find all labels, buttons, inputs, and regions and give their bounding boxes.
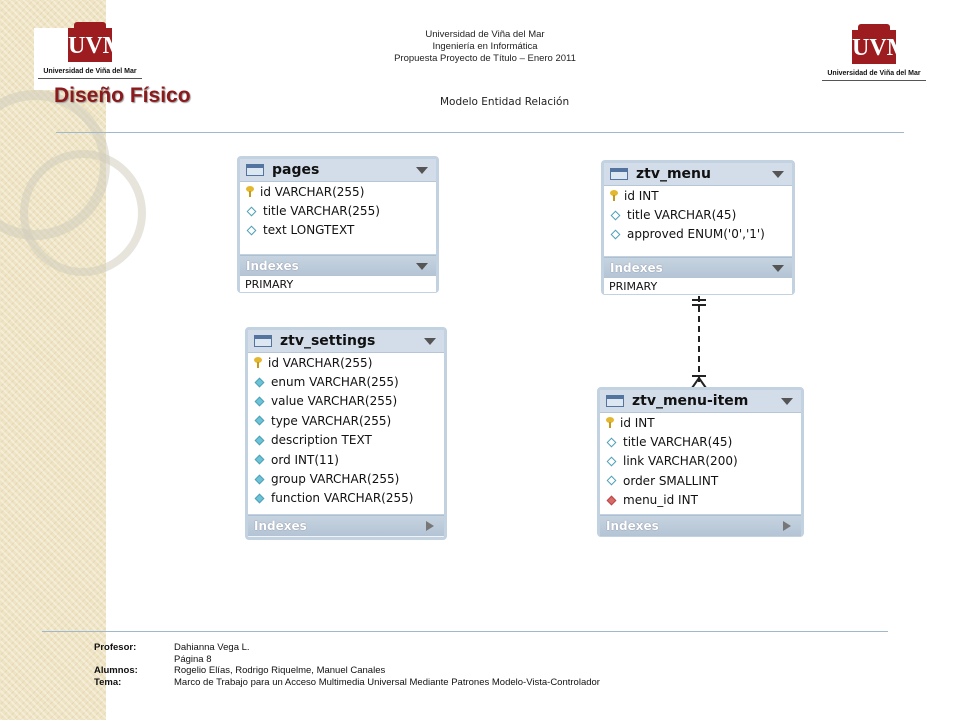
key-icon [606,417,614,428]
column-row [604,225,792,244]
logo-underline [822,80,926,81]
column-icon [607,457,617,467]
column-row [600,432,801,451]
column-row [248,489,444,508]
tema-value: Marco de Trabajo para un Acceso Multimedia Universal Mediante Patrones Modelo-Vista-Controlador [174,676,600,688]
indexes-bar[interactable] [600,515,801,536]
table-name: ztv_menu-item [632,393,749,409]
indexes-bar[interactable] [248,515,444,536]
indexes-label: Indexes [610,261,663,276]
logo-university-name: Universidad de Viña del Mar [43,68,137,75]
table-icon [254,335,272,347]
logo-university-name: Universidad de Viña del Mar [827,70,921,77]
column-text: group VARCHAR(255) [271,472,400,487]
uvm-logo-right [818,30,930,92]
page-subtitle: Modelo Entidad Relación [440,96,570,108]
foreign-key-icon [607,495,617,505]
column-text: title VARCHAR(45) [627,208,737,223]
header-project: Propuesta Proyecto de Título – Enero 2011 [394,53,576,64]
alumnos-value: Rogelio Elías, Rodrigo Riquelme, Manuel Canales [174,665,386,676]
footer-row [94,654,600,666]
column-text: title VARCHAR(255) [263,204,380,219]
relationship-connector [680,294,720,390]
uvm-logo-left [34,28,146,90]
collapse-arrow-icon[interactable] [772,265,784,272]
column-row [248,431,444,450]
column-row [600,471,801,490]
column-text: type VARCHAR(255) [271,413,392,428]
indexes-bar[interactable] [240,255,436,276]
column-list [248,353,444,515]
column-list [240,182,436,255]
profesor-label: Profesor: [94,642,137,653]
column-filled-icon [255,455,265,465]
column-filled-icon [255,397,265,407]
collapse-arrow-icon[interactable] [416,263,428,270]
footer [94,642,600,688]
column-list [604,186,792,257]
page-number: Página 8 [174,653,212,665]
table-ztv-menu[interactable] [601,160,795,295]
column-filled-icon [255,435,265,445]
footer-row [94,642,600,654]
column-icon [247,206,257,216]
table-icon [606,395,624,407]
alumnos-label: Alumnos: [94,665,138,676]
table-header[interactable] [604,163,792,186]
indexes-bar[interactable] [604,257,792,278]
column-filled-icon [255,493,265,503]
collapse-arrow-icon[interactable] [424,338,436,345]
column-icon [607,437,617,447]
column-text: enum VARCHAR(255) [271,375,399,390]
column-row [248,450,444,469]
logo-letters: UVM [68,33,126,59]
column-filled-icon [255,416,265,426]
column-text: function VARCHAR(255) [271,491,414,506]
collapse-arrow-icon[interactable] [781,398,793,405]
indexes-label: Indexes [246,259,299,274]
column-row [600,491,801,510]
decorative-swirl [20,150,146,276]
header-career: Ingeniería en Informática [432,41,538,52]
column-text: id VARCHAR(255) [268,355,373,370]
column-row [600,413,801,432]
table-ztv-settings[interactable] [245,327,447,540]
column-row [248,372,444,391]
logo-letters: UVM [852,35,910,61]
column-row [248,411,444,430]
column-text: ord INT(11) [271,452,339,467]
column-text: id INT [620,415,655,430]
column-icon [611,210,621,220]
key-icon [246,186,254,197]
header-university: Universidad de Viña del Mar [425,29,545,40]
key-icon [610,190,618,201]
table-icon [610,168,628,180]
column-text: title VARCHAR(45) [623,435,733,450]
column-row [600,452,801,471]
column-text: order SMALLINT [623,473,719,488]
column-filled-icon [255,474,265,484]
table-name: ztv_menu [636,166,711,182]
collapse-arrow-icon[interactable] [772,171,784,178]
column-text: approved ENUM('0','1') [627,227,765,242]
column-icon [607,476,617,486]
table-name: pages [272,162,320,178]
table-header[interactable] [600,390,801,413]
top-divider [56,132,904,133]
indexes-label: Indexes [254,519,307,534]
column-row [248,469,444,488]
table-header[interactable] [248,330,444,353]
expand-arrow-icon[interactable] [426,521,434,531]
column-row [604,205,792,224]
column-list [600,413,801,515]
column-text: description TEXT [271,433,372,448]
table-header[interactable] [240,159,436,182]
bottom-divider [42,631,888,632]
indexes-label: Indexes [606,518,659,533]
column-text: link VARCHAR(200) [623,454,738,469]
column-text: value VARCHAR(255) [271,394,398,409]
tema-label: Tema: [94,676,122,688]
column-text: id VARCHAR(255) [260,184,365,199]
footer-row [94,665,600,677]
profesor-value: Dahianna Vega L. [174,642,250,653]
column-row [248,353,444,372]
column-filled-icon [255,377,265,387]
table-name: ztv_settings [280,333,376,349]
collapse-arrow-icon[interactable] [416,167,428,174]
index-item: PRIMARY [240,276,436,292]
expand-arrow-icon[interactable] [783,521,791,531]
table-pages[interactable] [237,156,439,293]
column-icon [611,230,621,240]
column-text: id INT [624,188,659,203]
footer-row [94,677,600,689]
column-row [240,221,436,240]
table-ztv-menu-item[interactable] [597,387,804,537]
key-icon [254,357,262,368]
table-icon [246,164,264,176]
column-row [240,182,436,201]
index-item: PRIMARY [604,278,792,294]
page-title: Diseño Físico [54,84,191,107]
column-row [240,201,436,220]
column-text: text LONGTEXT [263,223,355,238]
column-row [248,392,444,411]
column-icon [247,226,257,236]
logo-underline [38,78,142,79]
column-text: menu_id INT [623,493,698,508]
column-row [604,186,792,205]
